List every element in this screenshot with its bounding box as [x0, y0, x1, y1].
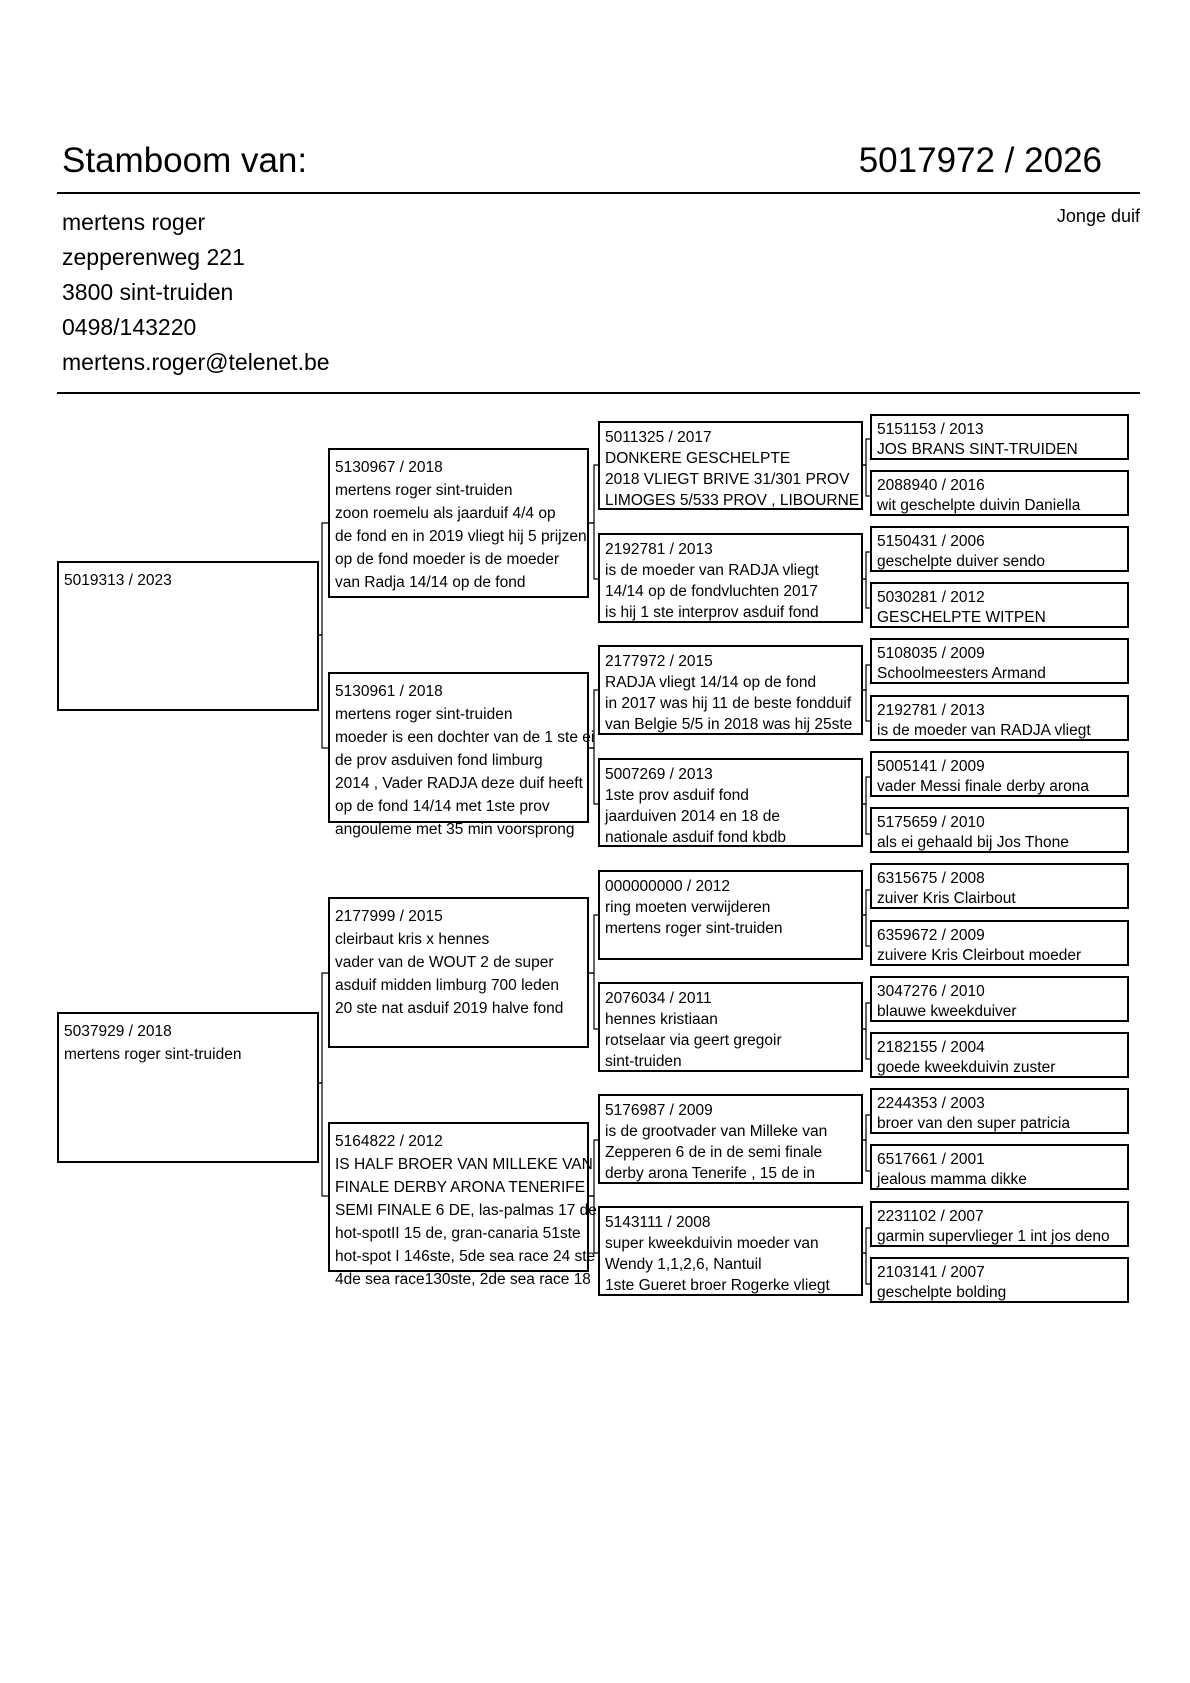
ring: 5019313 / 2023: [64, 572, 172, 589]
info-line: blauwe kweekduiver: [877, 1003, 1017, 1020]
info-line: derby arona Tenerife , 15 de in: [605, 1165, 815, 1182]
ring: 5164822 / 2012: [335, 1133, 443, 1150]
info-line: Schoolmeesters Armand: [877, 665, 1046, 682]
info-line: van Belgie 5/5 in 2018 was hij 25ste: [605, 716, 853, 733]
pedigree-great-grandparent: [598, 870, 863, 960]
ring: 2182155 / 2004: [877, 1039, 985, 1056]
info-line: Zepperen 6 de in de semi finale: [605, 1144, 823, 1161]
info-line: GESCHELPTE WITPEN: [877, 609, 1046, 626]
ring: 5108035 / 2009: [877, 645, 985, 662]
category-label: Jonge duif: [1056, 206, 1140, 226]
info-line: FINALE DERBY ARONA TENERIFE: [335, 1179, 586, 1196]
ring: 6359672 / 2009: [877, 927, 985, 944]
ring: 5143111 / 2008: [605, 1214, 711, 1231]
ring: 5176987 / 2009: [605, 1102, 713, 1119]
info-line: 20 ste nat asduif 2019 halve fond: [335, 1000, 564, 1017]
owner-email: mertens.roger@telenet.be: [62, 349, 330, 375]
ring: 5030281 / 2012: [877, 589, 985, 606]
ring: 5150431 / 2006: [877, 533, 985, 550]
info-line: LIMOGES 5/533 PROV , LIBOURNE: [605, 492, 860, 509]
pedigree-great-great-grandparent: [870, 807, 1129, 853]
info-line: mertens roger sint-truiden: [64, 1046, 242, 1063]
info-line: is de moeder van RADJA vliegt: [605, 562, 819, 579]
info-line: Wendy 1,1,2,6, Nantuil: [605, 1256, 762, 1273]
info-line: SEMI FINALE 6 DE, las-palmas 17 de: [335, 1202, 597, 1219]
ring: 2177999 / 2015: [335, 908, 443, 925]
info-line: is de moeder van RADJA vliegt: [877, 722, 1091, 739]
ring: 2231102 / 2007: [877, 1208, 984, 1225]
info-line: van Radja 14/14 op de fond: [335, 574, 526, 591]
owner-city: 3800 sint-truiden: [62, 279, 234, 305]
ring: 5037929 / 2018: [64, 1023, 172, 1040]
pedigree-mother: [57, 1012, 319, 1163]
pedigree-great-grandparent: [598, 645, 863, 735]
pedigree-grandparent: [328, 1122, 597, 1288]
info-line: is de grootvader van Milleke van: [605, 1123, 828, 1140]
info-line: super kweekduivin moeder van: [605, 1235, 819, 1252]
ring: 5007269 / 2013: [605, 766, 713, 783]
ring: 5130961 / 2018: [335, 683, 443, 700]
info-line: goede kweekduivin zuster: [877, 1059, 1056, 1076]
info-line: nationale asduif fond kbdb: [605, 829, 786, 846]
ring: 3047276 / 2010: [877, 983, 985, 1000]
info-line: hot-spot I 146ste, 5de sea race 24 ste: [335, 1248, 596, 1265]
ring: 2192781 / 2013: [605, 541, 713, 558]
info-line: mertens roger sint-truiden: [605, 920, 783, 937]
info-line: hot-spotII 15 de, gran-canaria 51ste: [335, 1225, 581, 1242]
info-line: asduif midden limburg 700 leden: [335, 977, 560, 994]
info-line: 1ste prov asduif fond: [605, 787, 749, 804]
pedigree-father: [57, 561, 319, 711]
info-line: jealous mamma dikke: [877, 1171, 1027, 1188]
pedigree-great-great-grandparent: [870, 638, 1129, 684]
pedigree-great-great-grandparent: [870, 695, 1129, 741]
info-line: mertens roger sint-truiden: [335, 482, 513, 499]
pedigree-great-grandparent: [598, 982, 863, 1072]
owner-street: zepperenweg 221: [62, 244, 245, 270]
info-line: vader van de WOUT 2 de super: [335, 954, 554, 971]
info-line: de prov asduiven fond limburg: [335, 752, 543, 769]
pedigree-great-great-grandparent: [870, 976, 1129, 1022]
page-title: Stamboom van:: [62, 141, 308, 180]
info-line: in 2017 was hij 11 de beste fondduif: [605, 695, 852, 712]
ring: 000000000 / 2012: [605, 878, 730, 895]
info-line: zuiver Kris Clairbout: [877, 890, 1016, 907]
ring: 5130967 / 2018: [335, 459, 443, 476]
pedigree-grandparent: [328, 897, 589, 1048]
pedigree-great-great-grandparent: [870, 414, 1129, 460]
info-line: als ei gehaald bij Jos Thone: [877, 834, 1069, 851]
info-line: mertens roger sint-truiden: [335, 706, 513, 723]
ring-number: 5017972 / 2026: [858, 141, 1102, 180]
pedigree-great-great-grandparent: [870, 1201, 1129, 1247]
info-line: geschelpte duiver sendo: [877, 553, 1046, 570]
info-line: garmin supervlieger 1 int jos deno: [877, 1228, 1110, 1245]
pedigree-great-grandparent: [598, 1094, 863, 1184]
info-line: 2014 , Vader RADJA deze duif heeft: [335, 775, 583, 792]
ring: 5011325 / 2017: [605, 429, 712, 446]
pedigree-great-great-grandparent: [870, 1088, 1129, 1134]
owner-phone: 0498/143220: [62, 314, 197, 340]
ring: 5151153 / 2013: [877, 421, 984, 438]
info-line: 14/14 op de fondvluchten 2017: [605, 583, 818, 600]
pedigree-great-grandparent: [598, 421, 863, 510]
ring: 2088940 / 2016: [877, 477, 985, 494]
info-line: broer van den super patricia: [877, 1115, 1071, 1132]
info-line: jaarduiven 2014 en 18 de: [605, 808, 780, 825]
pedigree-great-great-grandparent: [870, 920, 1129, 966]
info-line: op de fond 14/14 met 1ste prov: [335, 798, 550, 815]
info-line: ring moeten verwijderen: [605, 899, 771, 916]
info-line: moeder is een dochter van de 1 ste ei: [335, 729, 595, 746]
ring: 5175659 / 2010: [877, 814, 985, 831]
ring: 6315675 / 2008: [877, 870, 985, 887]
info-line: 4de sea race130ste, 2de sea race 18: [335, 1271, 591, 1288]
info-line: angouleme met 35 min voorsprong: [335, 821, 575, 838]
info-line: rotselaar via geert gregoir: [605, 1032, 782, 1049]
info-line: zoon roemelu als jaarduif 4/4 op: [335, 505, 556, 522]
info-line: JOS BRANS SINT-TRUIDEN: [877, 441, 1078, 458]
ring: 2244353 / 2003: [877, 1095, 985, 1112]
pedigree-great-great-grandparent: [870, 1257, 1129, 1303]
pedigree-great-grandparent: [598, 1206, 863, 1296]
pedigree-mother-text: [64, 1020, 317, 1066]
pedigree-great-great-grandparent: [870, 1032, 1129, 1078]
info-line: RADJA vliegt 14/14 op de fond: [605, 674, 817, 691]
info-line: hennes kristiaan: [605, 1011, 718, 1028]
owner-name: mertens roger: [62, 209, 206, 235]
ring: 2103141 / 2007: [877, 1264, 985, 1281]
info-line: DONKERE GESCHELPTE: [605, 450, 791, 467]
info-line: zuivere Kris Cleirbout moeder: [877, 947, 1082, 964]
pedigree-great-great-grandparent: [870, 470, 1129, 516]
info-line: is hij 1 ste interprov asduif fond: [605, 604, 819, 621]
ring: 2076034 / 2011: [605, 990, 712, 1007]
info-line: sint-truiden: [605, 1053, 682, 1070]
info-line: cleirbaut kris x hennes: [335, 931, 490, 948]
pedigree-great-great-grandparent: [870, 751, 1129, 797]
ring: 2177972 / 2015: [605, 653, 713, 670]
ring: 6517661 / 2001: [877, 1151, 985, 1168]
pedigree-great-great-grandparent: [870, 526, 1129, 572]
pedigree-great-grandparent: [598, 758, 863, 847]
pedigree-great-grandparent: [598, 533, 863, 623]
info-line: 2018 VLIEGT BRIVE 31/301 PROV: [605, 471, 850, 488]
pedigree-great-great-grandparent: [870, 582, 1129, 628]
info-line: wit geschelpte duivin Daniella: [877, 497, 1081, 514]
info-line: de fond en in 2019 vliegt hij 5 prijzen: [335, 528, 587, 545]
pedigree-grandparent: [328, 672, 595, 838]
ring: 5005141 / 2009: [877, 758, 985, 775]
pedigree-great-great-grandparent: [870, 1144, 1129, 1190]
info-line: geschelpte bolding: [877, 1284, 1007, 1301]
ring: 2192781 / 2013: [877, 702, 985, 719]
info-line: 1ste Gueret broer Rogerke vliegt: [605, 1277, 830, 1294]
info-line: op de fond moeder is de moeder: [335, 551, 560, 568]
pedigree-grandparent: [328, 448, 589, 598]
pedigree-father-text: [64, 569, 317, 592]
info-line: vader Messi finale derby arona: [877, 778, 1089, 795]
info-line: IS HALF BROER VAN MILLEKE VAN: [335, 1156, 593, 1173]
pedigree-great-great-grandparent: [870, 863, 1129, 909]
